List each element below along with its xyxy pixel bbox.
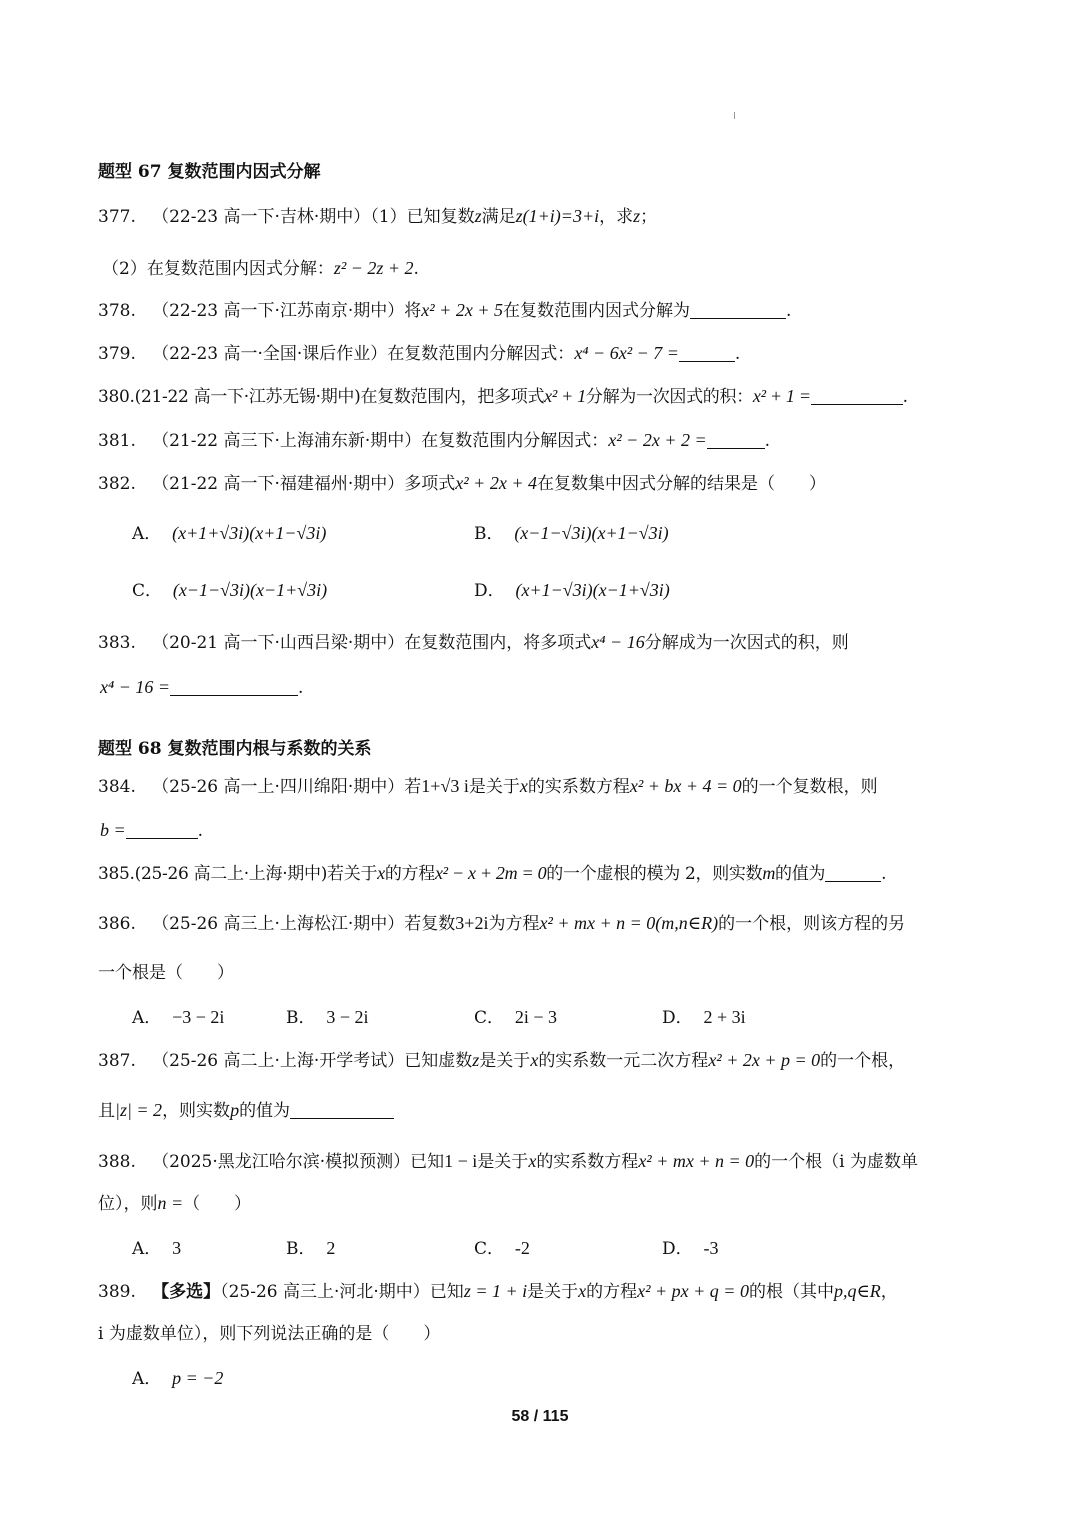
question-text: 的实系数方程 xyxy=(527,777,630,797)
question-text: 位），则 xyxy=(98,1194,158,1214)
math-equation: x² + mx + n = 0 xyxy=(638,1151,755,1171)
math-expression: z² − 2z + 2 xyxy=(333,258,414,278)
question-text: 在复数集中因式分解的结果是（ ） xyxy=(536,474,826,494)
question-text: 满足 xyxy=(481,207,516,227)
option-d[interactable] xyxy=(662,1236,718,1261)
section-heading-67: 题型 67 复数范围内因式分解 xyxy=(98,162,321,182)
math-var: z xyxy=(474,206,482,226)
math-expression: b = xyxy=(100,820,126,840)
question-source: （20-21 高一下·山西吕梁·期中） xyxy=(152,633,405,653)
question-386 xyxy=(98,911,905,936)
question-text: 若复数 xyxy=(404,914,456,934)
question-text: . xyxy=(764,431,771,451)
question-number: 378. xyxy=(98,301,136,321)
answer-blank[interactable] xyxy=(126,820,198,839)
math-expression: x⁴ − 6x² − 7 = xyxy=(574,343,679,363)
option-label: C． xyxy=(132,581,163,601)
question-379 xyxy=(98,341,740,366)
math-expression: x² − 2x + 2 = xyxy=(608,430,707,450)
option-c[interactable] xyxy=(474,1005,557,1030)
question-377-part2 xyxy=(102,256,419,281)
answer-blank[interactable] xyxy=(170,677,298,696)
math-expression: n = xyxy=(157,1193,184,1213)
question-text: 已知 xyxy=(429,1282,464,1302)
question-383-line2 xyxy=(100,675,303,700)
question-text: 在复数范围内，将多项式 xyxy=(404,633,592,653)
question-text: 是关于 xyxy=(479,1051,531,1071)
option-label: A． xyxy=(132,1369,162,1389)
option-text: (x−1−√3i)(x−1+√3i) xyxy=(172,580,328,600)
question-source: （22-23 高一下·江苏南京·期中） xyxy=(152,301,405,321)
answer-blank[interactable] xyxy=(679,343,735,362)
math-var: x xyxy=(519,776,528,796)
option-text: 2 xyxy=(326,1238,336,1258)
option-c[interactable] xyxy=(132,578,327,603)
option-c[interactable] xyxy=(474,1236,530,1261)
question-384-line2 xyxy=(100,818,203,843)
option-label: A． xyxy=(132,1008,162,1028)
question-source: （25-26 高一上·四川绵阳·期中） xyxy=(152,777,405,797)
question-text: 的一个根，则该方程的另 xyxy=(718,914,906,934)
question-source: (21-22 高一下·江苏无锡·期中) xyxy=(134,387,361,407)
question-text: 的一个虚根的模为 2，则实数 xyxy=(546,864,763,884)
question-number: 379. xyxy=(98,344,136,364)
option-label: D． xyxy=(474,581,505,601)
question-source: （25-26 高三上·上海松江·期中） xyxy=(152,914,405,934)
question-387-line2 xyxy=(98,1098,394,1123)
question-388-line2 xyxy=(98,1191,251,1216)
math-expression: p,q∈R xyxy=(833,1281,881,1301)
question-377 xyxy=(98,204,657,229)
question-number: 385. xyxy=(98,864,135,884)
option-label: B． xyxy=(286,1008,316,1028)
question-number: 382. xyxy=(98,474,136,494)
question-text: 为方程 xyxy=(488,914,540,934)
question-source: （25-26 高二上·上海·开学考试） xyxy=(152,1051,405,1071)
question-text: （ ） xyxy=(183,1194,252,1214)
option-label: A． xyxy=(132,524,162,544)
question-384 xyxy=(98,774,878,799)
math-expression: 1 − i xyxy=(444,1151,478,1171)
question-text: . xyxy=(881,864,887,884)
question-text: ， xyxy=(880,1282,898,1302)
question-text: 的实系数方程 xyxy=(536,1152,639,1172)
question-source: （25-26 高三上·河北·期中） xyxy=(220,1282,430,1302)
question-text: ； xyxy=(640,207,658,227)
question-text: （1）已知复数 xyxy=(370,207,475,227)
option-label: C． xyxy=(474,1008,505,1028)
question-text: 已知虚数 xyxy=(404,1051,473,1071)
math-var: z xyxy=(472,1050,480,1070)
question-text: . xyxy=(413,259,419,279)
question-text: 的实系数一元二次方程 xyxy=(538,1051,709,1071)
math-var: z xyxy=(633,206,641,226)
option-text: 2 + 3i xyxy=(703,1007,746,1027)
question-text: 的值为 xyxy=(775,864,826,884)
question-text: . xyxy=(902,387,908,407)
option-label: B． xyxy=(286,1239,316,1259)
question-382 xyxy=(98,471,826,496)
math-equation: x² + px + q = 0 xyxy=(637,1281,749,1301)
math-equation: x² + 2x + p = 0 xyxy=(708,1050,821,1070)
question-number: 388. xyxy=(98,1152,136,1172)
option-b[interactable] xyxy=(286,1236,335,1261)
question-388 xyxy=(98,1149,918,1174)
question-text: （2）在复数范围内因式分解： xyxy=(102,259,334,279)
question-text: 多项式 xyxy=(404,474,456,494)
math-var: x xyxy=(528,1151,537,1171)
math-expression: z = 1 + i xyxy=(463,1281,528,1301)
math-expression: x⁴ − 16 xyxy=(591,632,645,652)
question-text: ，求 xyxy=(599,207,634,227)
question-text: 是关于 xyxy=(477,1152,529,1172)
question-383 xyxy=(98,630,849,655)
question-text: 分解为一次因式的积： xyxy=(585,387,753,407)
option-a[interactable] xyxy=(132,1005,224,1030)
option-d[interactable] xyxy=(662,1005,746,1030)
question-381 xyxy=(98,428,770,453)
question-text: 的方程 xyxy=(586,1282,638,1302)
multi-select-tag: 【多选】 xyxy=(152,1282,221,1302)
math-expression: x² + 1 xyxy=(544,386,586,406)
question-389-line2: i 为虚数单位），则下列说法正确的是（ ） xyxy=(98,1324,441,1344)
answer-blank[interactable] xyxy=(290,1100,394,1119)
option-b[interactable] xyxy=(286,1005,368,1030)
question-source: （21-22 高一下·福建福州·期中） xyxy=(152,474,405,494)
math-expression: x⁴ − 16 = xyxy=(100,677,171,697)
question-389 xyxy=(98,1279,898,1304)
question-text: 的值为 xyxy=(239,1101,291,1121)
question-number: 386. xyxy=(98,914,136,934)
question-text: 的方程 xyxy=(384,864,435,884)
option-text: 3 − 2i xyxy=(326,1007,369,1027)
question-text: . xyxy=(734,344,741,364)
option-text: -2 xyxy=(514,1238,530,1258)
math-equation: x² − x + 2m = 0 xyxy=(434,863,547,883)
option-label: B． xyxy=(474,524,504,544)
math-expression: x² + 2x + 4 xyxy=(455,473,537,493)
question-text: . xyxy=(785,301,792,321)
math-var: m xyxy=(762,863,776,883)
math-expression: x² + 2x + 5 xyxy=(421,300,503,320)
option-label: D． xyxy=(662,1239,693,1259)
scan-mark xyxy=(734,112,735,119)
question-text: 在复数范围内分解因式： xyxy=(421,431,609,451)
question-source: （2025·黑龙江哈尔滨·模拟预测） xyxy=(152,1152,411,1172)
question-text: 在复数范围内因式分解为 xyxy=(502,301,690,321)
question-text: ，则实数 xyxy=(162,1101,231,1121)
math-var: x xyxy=(530,1050,539,1070)
option-text: p = −2 xyxy=(172,1368,224,1388)
page-number: 58 / 115 xyxy=(511,1408,569,1425)
option-a[interactable] xyxy=(132,1236,181,1261)
question-number: 377. xyxy=(98,207,136,227)
math-var: p xyxy=(230,1100,240,1120)
question-386-line2: 一个根是（ ） xyxy=(98,963,234,983)
question-387 xyxy=(98,1048,905,1073)
answer-blank[interactable] xyxy=(707,430,765,449)
question-number: 381. xyxy=(98,431,136,451)
math-expression: x² + 1 = xyxy=(752,386,811,406)
question-380 xyxy=(98,384,908,409)
option-text: -3 xyxy=(703,1238,719,1258)
question-text: 已知 xyxy=(410,1152,445,1172)
option-label: D． xyxy=(662,1008,693,1028)
option-a[interactable] xyxy=(132,1366,223,1391)
option-d[interactable] xyxy=(474,578,670,603)
question-text: . xyxy=(197,821,204,841)
question-text: 将 xyxy=(404,301,422,321)
question-number: 387. xyxy=(98,1051,136,1071)
option-text: (x−1−√3i)(x+1−√3i) xyxy=(514,523,669,543)
question-text: 分解成为一次因式的积，则 xyxy=(644,633,849,653)
math-var: x xyxy=(377,863,385,883)
math-expression: |z| = 2 xyxy=(115,1100,163,1120)
question-text: 若关于 xyxy=(327,864,378,884)
option-text: (x+1+√3i)(x+1−√3i) xyxy=(172,523,327,543)
question-378 xyxy=(98,298,791,323)
math-expression: 1+√3 i xyxy=(421,776,469,796)
question-text: 是关于 xyxy=(468,777,520,797)
math-equation: x² + bx + 4 = 0 xyxy=(629,776,742,796)
math-var: x xyxy=(578,1281,587,1301)
option-label: A． xyxy=(132,1239,162,1259)
section-heading-68: 题型 68 复数范围内根与系数的关系 xyxy=(98,739,372,759)
question-text: 若 xyxy=(404,777,422,797)
question-text: 的一个根（i 为虚数单 xyxy=(754,1152,918,1172)
option-b[interactable] xyxy=(474,521,669,546)
question-text: 的根（其中 xyxy=(748,1282,834,1302)
question-number: 383. xyxy=(98,633,136,653)
question-text: . xyxy=(298,678,304,698)
question-source: （22-23 高一·全国·课后作业） xyxy=(152,344,388,364)
question-number: 389. xyxy=(98,1282,136,1302)
question-text: 的一个根， xyxy=(820,1051,906,1071)
option-a[interactable] xyxy=(132,521,326,546)
answer-blank[interactable] xyxy=(690,300,786,319)
math-expression: 3+2i xyxy=(455,913,489,933)
question-source: （21-22 高三下·上海浦东新·期中） xyxy=(152,431,422,451)
math-equation: z(1+i)=3+i xyxy=(515,206,600,226)
option-text: −3 − 2i xyxy=(172,1007,225,1027)
answer-blank[interactable] xyxy=(825,863,881,882)
question-number: 380. xyxy=(98,387,135,407)
question-number: 384. xyxy=(98,777,136,797)
question-text: 在复数范围内，把多项式 xyxy=(360,387,545,407)
question-source: （22-23 高一下·吉林·期中） xyxy=(152,207,371,227)
option-text: (x+1−√3i)(x−1+√3i) xyxy=(515,580,670,600)
math-equation: x² + mx + n = 0(m,n∈R) xyxy=(539,913,719,933)
option-label: C． xyxy=(474,1239,505,1259)
question-text: 是关于 xyxy=(527,1282,579,1302)
question-text: 且 xyxy=(98,1101,115,1121)
question-385 xyxy=(98,861,886,886)
option-text: 3 xyxy=(172,1238,182,1258)
question-source: (25-26 高二上·上海·期中) xyxy=(134,864,328,884)
question-text: 的一个复数根，则 xyxy=(741,777,878,797)
answer-blank[interactable] xyxy=(811,386,903,405)
option-text: 2i − 3 xyxy=(514,1007,557,1027)
question-text: 在复数范围内分解因式： xyxy=(387,344,575,364)
